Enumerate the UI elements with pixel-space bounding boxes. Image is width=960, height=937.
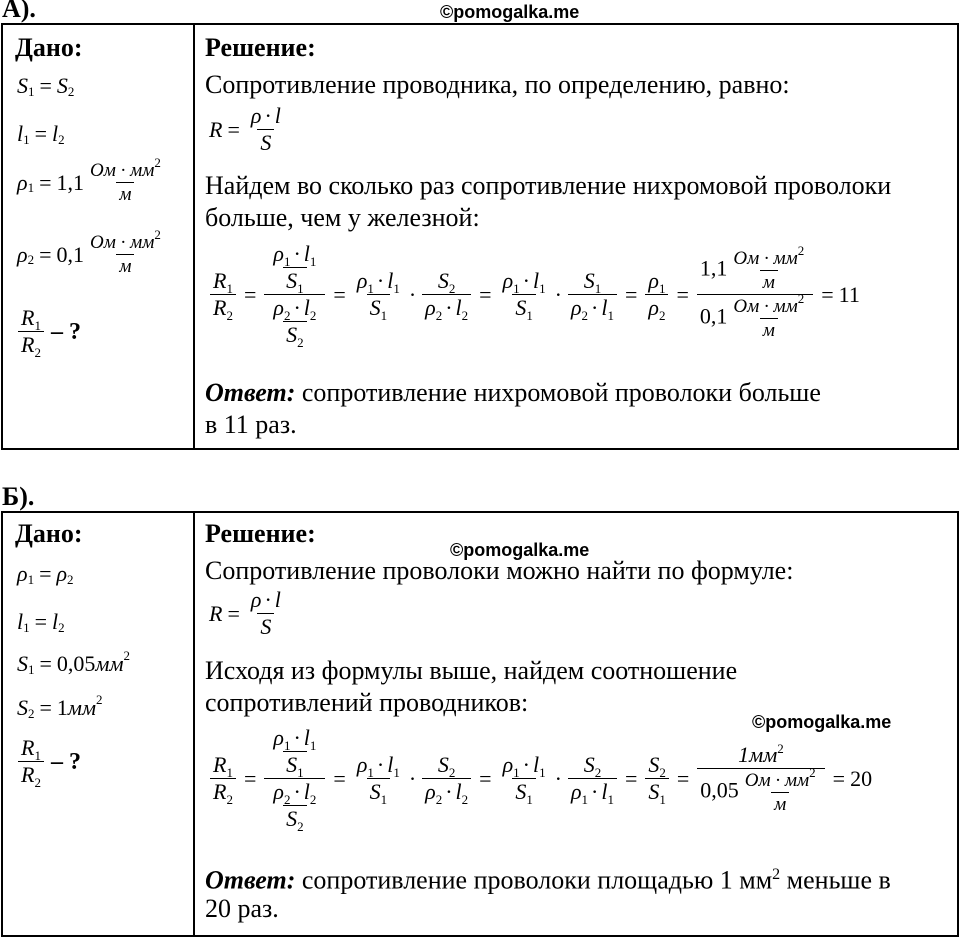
given-a-rho1: ρ 1 = 1,1 $\frac{Ом \cdot мм^2}{м}$ <box>17 155 161 205</box>
part-b-answer <box>205 859 891 897</box>
given-b-rho-equal: ρ 1 = ρ 2 <box>17 561 74 587</box>
answer-b-label: Ответ: <box>205 865 296 895</box>
s1-value: 0,05 <box>56 651 96 676</box>
part-a-answer-line2: в 11 раз. <box>205 410 297 439</box>
part-a-line1: Сопротивление проводника, по определению, равно: <box>205 70 790 99</box>
s2-unit: мм <box>67 695 97 720</box>
ratio-a-den-unit: Ом · мм <box>733 296 798 317</box>
s1-unit: мм <box>95 651 124 676</box>
part-a-line3: больше, чем у железной: <box>205 203 480 232</box>
given-b-s2: S 2 = 1 мм 2 <box>17 691 103 721</box>
answer-b-text-1: сопротивление проволоки площадью 1 мм <box>295 865 773 895</box>
given-a-rho2: ρ 2 = 0,1 $\frac{Ом \cdot мм^2}{м}$ <box>17 227 161 277</box>
formula-a-ratio: $\frac{R_1}{R_2}$ = $\frac{\frac{\rho_1 \cdot l_1}{S_1}}{\frac{\rho_2 \cdot l_2}{S_2}}$ = $\frac{\rho_1 \cdot l_1}{S_1}$ · $\frac{S_2}{\rho_2 \cdot l_2}$ = $\frac{\rho_1 \cdot l_1}{S_1}$ · $\frac{S_1}{\rho_2 \cdot l_1}$ = $\frac{\rho_1}{\rho_2}$ = 1,1 $\frac{Ом \cdot мм^2}{м}$ 0,1 $\frac{Ом \cdot мм^2}{м}$ = 11 <box>207 243 860 346</box>
rho2-value: 0,1 <box>56 241 84 267</box>
formula-a-resistance: R = $\frac{\rho \cdot l}{S}$ <box>209 103 281 155</box>
result-b: 20 <box>850 765 873 791</box>
question-mark-b: – ? <box>50 748 81 775</box>
rho1-value: 1,1 <box>56 169 84 195</box>
answer-a-label: Ответ: <box>205 378 296 407</box>
ratio-a-num-value: 1,1 <box>699 255 728 281</box>
ratio-b-den-value: 0,05 <box>700 777 739 803</box>
rho1-unit-den: м <box>116 182 134 204</box>
given-a-area-equal: S 1 = S 2 <box>17 73 75 99</box>
watermark-top: ©pomogalka.me <box>440 2 580 22</box>
ratio-b-den-unit-den: м <box>771 792 789 814</box>
part-a-divider <box>193 25 195 448</box>
ratio-a-den-unit-den: м <box>760 318 778 340</box>
given-b-question: $\frac{R_1}{R_2}$ – ? <box>15 737 81 786</box>
part-b-solution-title: Решение: <box>205 519 316 548</box>
given-a-length-equal: l 1 = l 2 <box>17 121 65 147</box>
part-b-divider <box>193 513 195 935</box>
rho1-unit-num: Ом · мм <box>89 160 155 181</box>
ratio-b-den-unit: Ом · мм <box>744 769 810 791</box>
part-a-label: А). <box>2 0 36 23</box>
result-a: 11 <box>838 281 860 307</box>
rho2-unit-den: м <box>116 254 134 276</box>
part-a-line2: Найдем во сколько раз сопротивление нихромовой проволоки <box>205 171 892 200</box>
answer-b-sup: 2 <box>772 866 781 883</box>
ratio-a-den-value: 0,1 <box>699 303 728 329</box>
part-a-solution-title: Решение: <box>205 33 316 62</box>
part-b-answer-line2: 20 раз. <box>205 894 279 923</box>
part-a-answer <box>205 377 821 409</box>
part-a-table <box>1 23 959 450</box>
part-b-line3: сопротивлений проводников: <box>205 688 529 717</box>
part-a-given-title: Дано: <box>15 33 83 62</box>
question-mark-a: – ? <box>50 318 81 345</box>
answer-a-text: сопротивление нихромовой проволоки больше <box>295 378 821 407</box>
given-a-question: $\frac{R_1}{R_2}$ – ? <box>15 307 81 356</box>
answer-b-text-2: меньше в <box>780 865 891 895</box>
given-b-length-equal: l 1 = l 2 <box>17 609 65 635</box>
ratio-a-num-unit: Ом · мм <box>733 248 798 269</box>
part-b-given-title: Дано: <box>15 519 83 548</box>
ratio-b-num: 1мм <box>738 741 778 767</box>
formula-b-resistance: R = $\frac{\rho \cdot l}{S}$ <box>209 587 281 639</box>
watermark-right: ©pomogalka.me <box>752 712 892 732</box>
given-b-s1: S 1 = 0,05 мм 2 <box>17 647 131 677</box>
part-b-line1: Сопротивление проволоки можно найти по формуле: <box>205 556 794 585</box>
ratio-a-num-unit-den: м <box>760 270 778 292</box>
part-b-label: Б). <box>2 482 35 511</box>
watermark-middle: ©pomogalka.me <box>450 540 590 560</box>
formula-b-ratio: $\frac{R_1}{R_2}$ = $\frac{\frac{\rho_1 \cdot l_1}{S_1}}{\frac{\rho_2 \cdot l_2}{S_2}}$ = $\frac{\rho_1 \cdot l_1}{S_1}$ · $\frac{S_2}{\rho_2 \cdot l_2}$ = $\frac{\rho_1 \cdot l_1}{S_1}$ · $\frac{S_2}{\rho_1 \cdot l_1}$ = $\frac{S_2}{S_1}$ = $1мм^2$ 0,05 $\frac{Ом \cdot мм^2}{м}$ = 20 <box>207 727 872 830</box>
s2-value: 1 <box>56 695 68 720</box>
rho2-unit-num: Ом · мм <box>89 232 155 253</box>
part-b-table <box>1 511 959 937</box>
part-b-line2: Исходя из формулы выше, найдем соотношение <box>205 656 738 685</box>
